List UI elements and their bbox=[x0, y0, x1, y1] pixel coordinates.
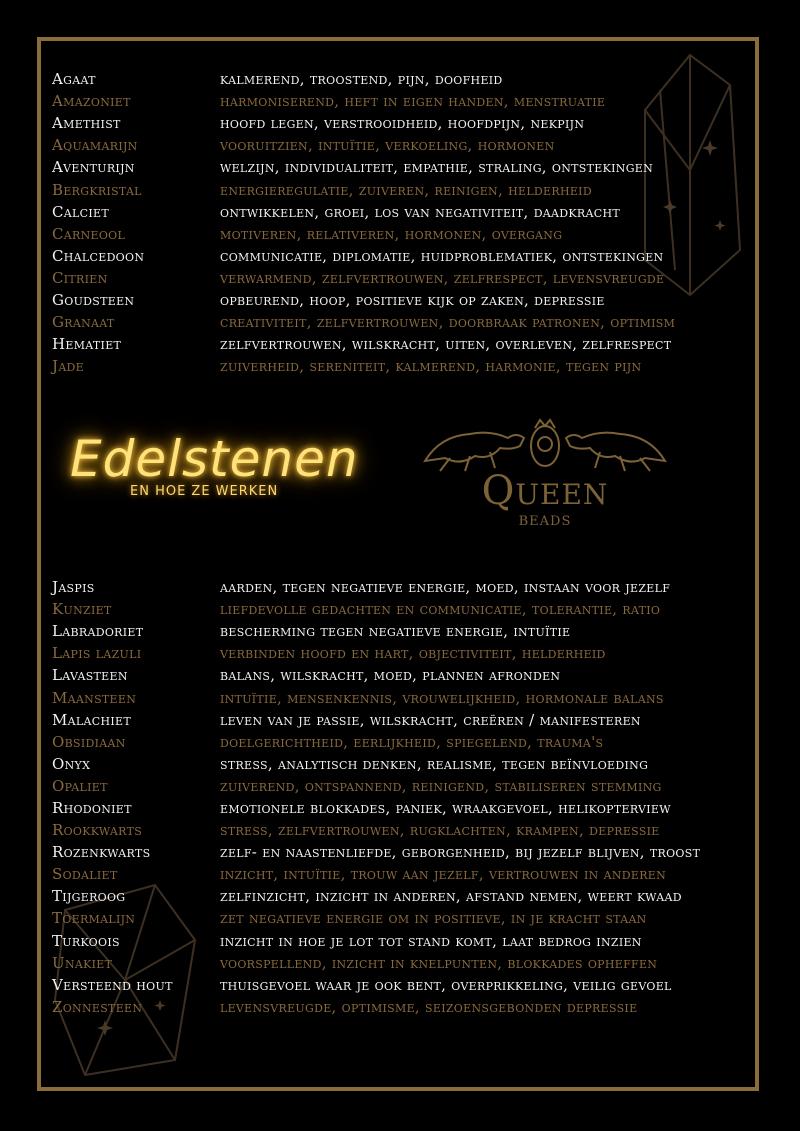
stone-description: kalmerend, troostend, pijn, doofheid bbox=[220, 70, 503, 89]
stone-row bbox=[52, 930, 772, 952]
stone-name: Onyx bbox=[52, 754, 91, 773]
stone-description: aarden, tegen negatieve energie, moed, instaan voor jezelf bbox=[220, 578, 671, 597]
stone-row bbox=[52, 686, 772, 708]
stone-description: voorspellend, inzicht in knelpunten, blokkades opheffen bbox=[220, 953, 658, 972]
stone-row bbox=[52, 245, 772, 267]
stone-name: Kunziet bbox=[52, 600, 112, 619]
stone-description: bescherming tegen negatieve energie, intuïtie bbox=[220, 622, 571, 641]
stone-name: Lavasteen bbox=[52, 666, 128, 685]
stone-row bbox=[52, 996, 772, 1018]
stone-description: welzijn, individualiteit, empathie, straling, ontstekingen bbox=[220, 158, 654, 177]
page-subtitle: EN HOE ZE WERKEN bbox=[130, 484, 279, 499]
stone-row bbox=[52, 775, 772, 797]
stone-row bbox=[52, 907, 772, 929]
stone-row bbox=[52, 355, 772, 377]
stone-description: intuïtie, mensenkennis, vrouwelijkheid, hormonale balans bbox=[220, 688, 664, 707]
stone-row bbox=[52, 289, 772, 311]
stone-description: leven van je passie, wilskracht, creëren / manifesteren bbox=[220, 710, 641, 729]
stone-name: Aventurijn bbox=[52, 158, 135, 177]
stone-name: Malachiet bbox=[52, 710, 131, 729]
stone-row bbox=[52, 576, 772, 598]
stone-row bbox=[52, 333, 772, 355]
stone-row bbox=[52, 311, 772, 333]
stone-row bbox=[52, 178, 772, 200]
stone-description: emotionele blokkades, paniek, wraakgevoel, helikopterview bbox=[220, 798, 671, 817]
stone-name: Opaliet bbox=[52, 776, 108, 795]
stone-name: Aquamarijn bbox=[52, 136, 138, 155]
stone-name: Hematiet bbox=[52, 335, 122, 354]
stone-description: harmoniserend, heft in eigen handen, menstruatie bbox=[220, 92, 606, 111]
stone-description: balans, wilskracht, moed, plannen afronden bbox=[220, 666, 561, 685]
stone-row bbox=[52, 267, 772, 289]
stone-description: inzicht in hoe je lot tot stand komt, laat bedrog inzien bbox=[220, 931, 642, 950]
stone-description: energieregulatie, zuiveren, reinigen, helderheid bbox=[220, 180, 592, 199]
stone-name: Rookkwarts bbox=[52, 821, 143, 840]
stone-row bbox=[52, 620, 772, 642]
tigers-crown-emblem-icon bbox=[420, 416, 670, 476]
stone-description: verwarmend, zelfvertrouwen, zelfrespect, levensvreugde bbox=[220, 268, 665, 287]
stone-name: Lapis lazuli bbox=[52, 644, 142, 663]
stone-row bbox=[52, 90, 772, 112]
stone-row bbox=[52, 112, 772, 134]
stone-description: zet negatieve energie om in positieve, in je kracht staan bbox=[220, 909, 647, 928]
page-title: Edelstenen bbox=[70, 430, 359, 488]
stone-name: Obsidiaan bbox=[52, 732, 126, 751]
stone-row bbox=[52, 753, 772, 775]
stone-name: Calciet bbox=[52, 202, 109, 221]
stone-name: Versteend hout bbox=[52, 975, 173, 994]
logo-subword: BEADS bbox=[518, 514, 572, 529]
stone-description: zelfvertrouwen, wilskracht, uiten, overleven, zelfrespect bbox=[220, 335, 672, 354]
stone-name: Granaat bbox=[52, 313, 115, 332]
stone-name: Amazoniet bbox=[52, 92, 131, 111]
stone-description: inzicht, intuïtie, trouw aan jezelf, vertrouwen in anderen bbox=[220, 865, 667, 884]
stone-row bbox=[52, 664, 772, 686]
stone-name: Labradoriet bbox=[52, 622, 144, 641]
stone-name: Toermalijn bbox=[52, 909, 136, 928]
stone-name: Carneool bbox=[52, 224, 126, 243]
stone-row bbox=[52, 134, 772, 156]
stone-description: zuiverend, ontspannend, reinigend, stabiliseren stemming bbox=[220, 776, 662, 795]
stone-description: vooruitzien, intuïtie, verkoeling, hormonen bbox=[220, 136, 555, 155]
stone-name: Citrien bbox=[52, 268, 108, 287]
stone-name: Turkoois bbox=[52, 931, 120, 950]
stone-description: communicatie, diplomatie, huidproblematiek, ontstekingen bbox=[220, 246, 664, 265]
stone-list-bottom bbox=[52, 576, 772, 1018]
logo-word: Queen bbox=[481, 468, 609, 514]
stone-name: Unakiet bbox=[52, 953, 113, 972]
stone-row bbox=[52, 223, 772, 245]
title-block bbox=[70, 430, 359, 499]
stone-name: Goudsteen bbox=[52, 290, 135, 309]
stone-name: Jade bbox=[52, 357, 85, 376]
stone-name: Rozenkwarts bbox=[52, 843, 151, 862]
stone-description: zelf- en naastenliefde, geborgenheid, bij jezelf blijven, troost bbox=[220, 843, 701, 862]
stone-row bbox=[52, 709, 772, 731]
stone-row bbox=[52, 731, 772, 753]
stone-name: Agaat bbox=[52, 70, 96, 89]
stone-row bbox=[52, 797, 772, 819]
stone-name: Bergkristal bbox=[52, 180, 142, 199]
stone-row bbox=[52, 201, 772, 223]
stone-row bbox=[52, 642, 772, 664]
stone-name: Maansteen bbox=[52, 688, 137, 707]
stone-description: creativiteit, zelfvertrouwen, doorbraak patronen, optimism bbox=[220, 313, 676, 332]
stone-row bbox=[52, 863, 772, 885]
stone-name: Amethist bbox=[52, 114, 121, 133]
stone-name: Sodaliet bbox=[52, 865, 118, 884]
stone-description: verbinden hoofd en hart, objectiviteit, helderheid bbox=[220, 644, 606, 663]
stone-row bbox=[52, 885, 772, 907]
stone-row bbox=[52, 819, 772, 841]
stone-description: zuiverheid, sereniteit, kalmerend, harmonie, tegen pijn bbox=[220, 357, 642, 376]
stone-row bbox=[52, 841, 772, 863]
stone-list-top bbox=[52, 68, 772, 377]
queen-beads-logo bbox=[420, 416, 670, 536]
stone-row bbox=[52, 598, 772, 620]
stone-name: Chalcedoon bbox=[52, 246, 145, 265]
stone-description: opbeurend, hoop, positieve kijk op zaken, depressie bbox=[220, 290, 605, 309]
stone-name: Zonnesteen bbox=[52, 997, 143, 1016]
stone-row bbox=[52, 68, 772, 90]
stone-name: Jaspis bbox=[52, 578, 95, 597]
stone-description: motiveren, relativeren, hormonen, overgang bbox=[220, 224, 563, 243]
stone-description: ontwikkelen, groei, los van negativiteit, daadkracht bbox=[220, 202, 621, 221]
stone-row bbox=[52, 156, 772, 178]
stone-description: stress, zelfvertrouwen, rugklachten, krampen, depressie bbox=[220, 821, 660, 840]
stone-description: levensvreugde, optimisme, seizoensgebonden depressie bbox=[220, 997, 638, 1016]
stone-description: doelgerichtheid, eerlijkheid, spiegelend, trauma's bbox=[220, 732, 604, 751]
stone-name: Rhodoniet bbox=[52, 798, 132, 817]
stone-row bbox=[52, 952, 772, 974]
stone-description: thuisgevoel waar je ook bent, overprikkeling, veilig gevoel bbox=[220, 975, 672, 994]
stone-description: zelfinzicht, inzicht in anderen, afstand nemen, weert kwaad bbox=[220, 887, 682, 906]
stone-description: liefdevolle gedachten en communicatie, tolerantie, ratio bbox=[220, 600, 661, 619]
stone-description: hoofd legen, verstrooidheid, hoofdpijn, nekpijn bbox=[220, 114, 585, 133]
stone-row bbox=[52, 974, 772, 996]
stone-description: stress, analytisch denken, realisme, tegen beïnvloeding bbox=[220, 754, 649, 773]
stone-name: Tijgeroog bbox=[52, 887, 126, 906]
